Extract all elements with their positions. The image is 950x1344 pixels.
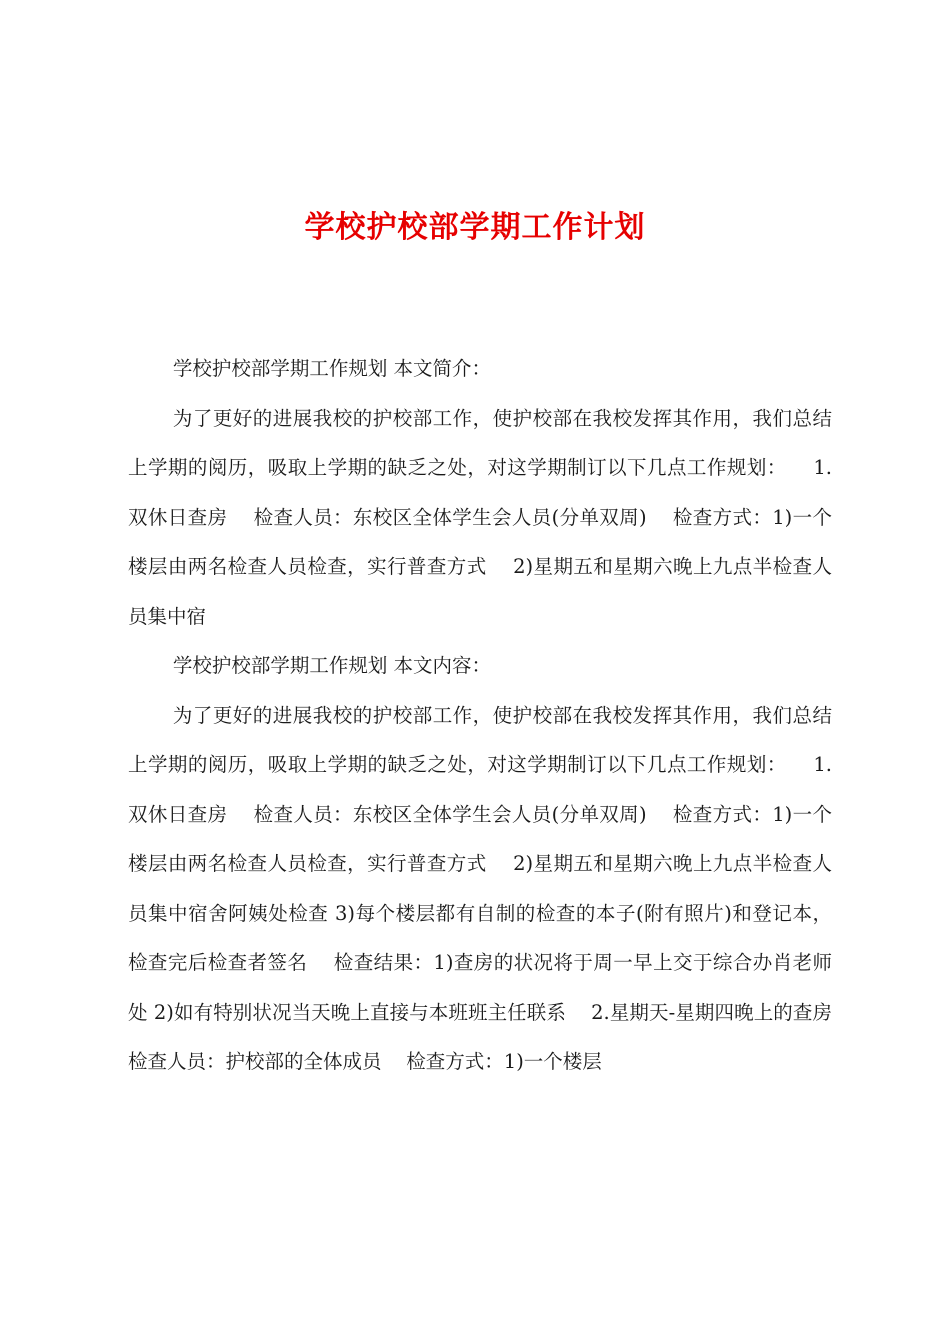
document-body: [128, 344, 857, 1087]
summary-paragraph: 为了更好的进展我校的护校部工作，使护校部在我校发挥其作用，我们总结上学期的阅历，吸取上学期的缺乏之处，对这学期制订以下几点工作规划： 1.双休日查房 检查人员：东校区全体学生会人员(分单双周) 检查方式：1)一个楼层由两名检查人员检查，实行普查方式 2)星期五和星期六晚上九点半检查人员集中宿: [128, 406, 832, 628]
content-heading: 学校护校部学期工作规划 本文内容：: [172, 654, 492, 677]
content-paragraph: 为了更好的进展我校的护校部工作，使护校部在我校发挥其作用，我们总结上学期的阅历，吸取上学期的缺乏之处，对这学期制订以下几点工作规划： 1.双休日查房 检查人员：东校区全体学生会人员(分单双周) 检查方式：1)一个楼层由两名检查人员检查，实行普查方式 2)星期五和星期六晚上九点半检查人员集中宿舍阿姨处检查 3)每个楼层都有自制的检查的本子(附有照片)和登记本，检查完后检查者签名 检查结果：1)查房的状况将于周一早上交于综合办肖老师处 2)如有特别状况当天晚上直接与本班班主任联系 2.星期天-星期四晚上的查房 检查人员：护校部的全体成员 检查方式：1)一个楼层: [128, 703, 857, 1073]
summary-heading: 学校护校部学期工作规划 本文简介：: [172, 357, 492, 380]
document-title: 学校护校部学期工作计划: [304, 210, 646, 245]
